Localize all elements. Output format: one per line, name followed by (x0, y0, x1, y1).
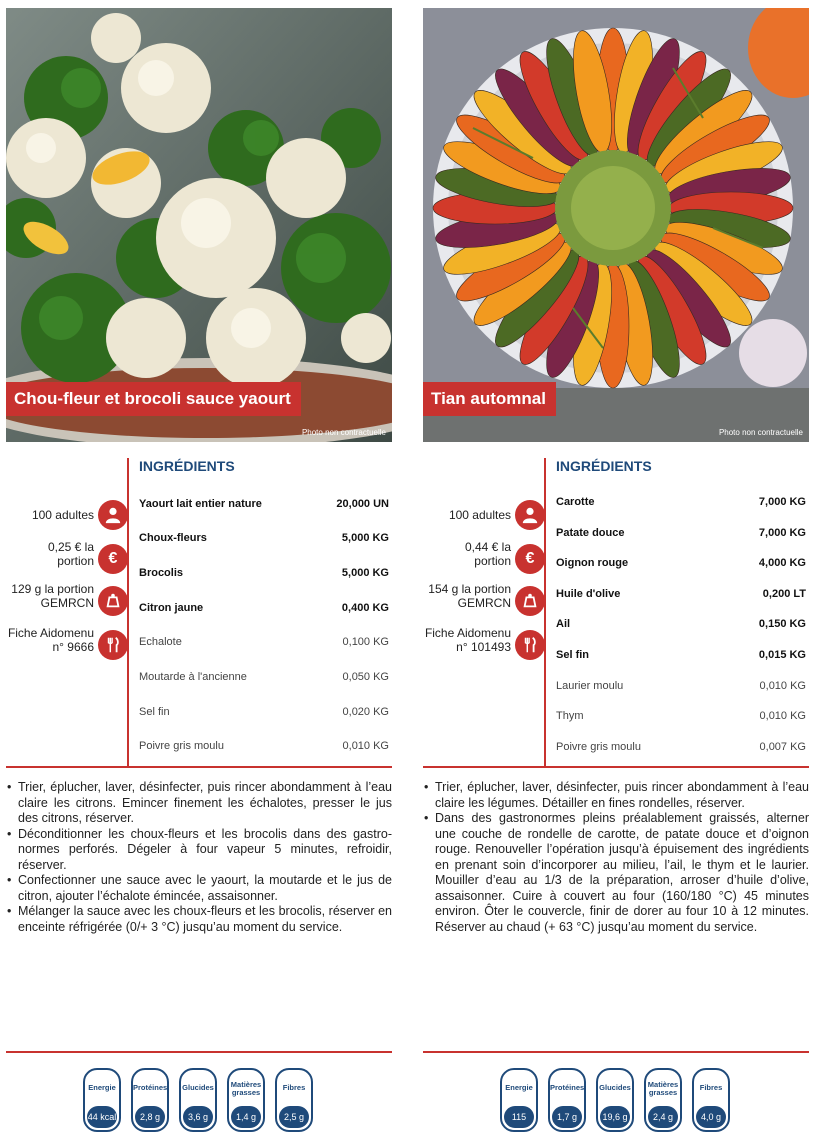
nutrition-value: 44 kcal (87, 1106, 117, 1128)
step-item: • Trier, éplucher, laver, désinfecter, puis rincer abondamment à l’eau claire les citrons. Emincer finement les échalotes, presser le jus des citrons, réserver. (6, 780, 392, 827)
nutrition-value: 2,5 g (279, 1106, 309, 1128)
nutrition-label: Fibres (282, 1083, 306, 1092)
step-item: • Déconditionner les choux-fleurs et les brocolis dans des gastro-normes perforés. Dégeler à four vapeur 5 minutes, refroidir, réserver. (6, 827, 392, 874)
ingredient-qty: 7,000 KG (758, 496, 806, 508)
cost-line2: portion (57, 554, 94, 568)
tian-vegetables-illustration (423, 8, 809, 442)
nutrition-label: Fibres (699, 1083, 723, 1092)
ingredient-name: Ail (556, 618, 571, 630)
sheet-line2: n° 9666 (52, 640, 94, 654)
portion-line2: GEMRCN (457, 596, 511, 610)
ingredient-row (139, 532, 389, 548)
ingredient-row (139, 636, 389, 652)
nutrition-value: 2,8 g (135, 1106, 165, 1128)
ingredient-name: Laurier moulu (556, 680, 624, 692)
ingredient-name: Citron jaune (139, 602, 204, 614)
servings-info (6, 496, 128, 536)
nutrition-value: 1,7 g (552, 1106, 582, 1128)
portion-line1: 154 g la portion (428, 582, 511, 596)
nutrition-fiber (692, 1068, 730, 1132)
ingredient-name: Oignon rouge (556, 557, 629, 569)
cost-info (423, 540, 545, 580)
cost-line1: 0,44 € la (464, 540, 511, 554)
fork-knife-icon (515, 630, 545, 660)
nutrition-fat (644, 1068, 682, 1132)
cost-info (6, 540, 128, 580)
ingredient-name: Moutarde à l'ancienne (139, 671, 247, 683)
ingredient-qty: 20,000 UN (336, 498, 389, 510)
ingredient-qty: 0,020 KG (342, 706, 389, 718)
section-divider (423, 1051, 809, 1053)
photo-disclaimer: Photo non contractuelle (718, 428, 803, 437)
nutrition-protein (131, 1068, 169, 1132)
ingredients-title: INGRÉDIENTS (556, 458, 652, 474)
euro-icon: € (515, 544, 545, 574)
ingredient-row (556, 588, 806, 604)
cost-line2: portion (474, 554, 511, 568)
person-icon (98, 500, 128, 530)
ingredient-name: Brocolis (139, 567, 184, 579)
step-item: • Dans des gastronormes pleins préalablement graissés, alterner une couche de rondelle de carotte, de patate douce et d’oignon rouge. Renouveller l’opération jusqu’à épuisement des ingrédients en prenant soin d’incorporer au milieu, l’ail, le thym et le laurier. Mouiller d’eau au 1/3 de la préparation, arroser d’huile d’olive, assaisonner. Cuire à couvert au four (160/180 °C) 45 minutes environ. Ôter le couvercle, finir de dorer au four 10 à 12 minutes. Réserver au chaud (+ 63 °C) jusqu’au moment du service. (423, 811, 809, 935)
ingredient-name: Sel fin (139, 706, 170, 718)
scale-icon (98, 586, 128, 616)
ingredient-name: Poivre gris moulu (556, 741, 641, 753)
sheet-line1: Fiche Aidomenu (7, 626, 94, 640)
portion-info (423, 582, 545, 622)
nutrition-energy (500, 1068, 538, 1141)
step-item: • Confectionner une sauce avec le yaourt, la moutarde et le jus de citron, ajouter l’échalote émincée, assaisonner. (6, 873, 392, 904)
ingredient-qty: 5,000 KG (341, 567, 389, 579)
portion-line2: GEMRCN (40, 596, 94, 610)
nutrition-carbs (596, 1068, 634, 1132)
ingredient-qty: 0,150 KG (758, 618, 806, 630)
nutrition-value: 1,4 g (231, 1106, 261, 1128)
ingredient-qty: 5,000 KG (341, 532, 389, 544)
nutrition-carbs (179, 1068, 217, 1132)
ingredients-panel (127, 458, 392, 768)
ingredient-qty: 0,200 LT (762, 588, 806, 600)
nutrition-label: Matières grasses (647, 1080, 679, 1097)
section-divider (6, 766, 392, 768)
ingredient-name: Choux-fleurs (139, 532, 207, 544)
ingredients-panel (544, 458, 809, 768)
nutrition-label: Glucides (182, 1083, 214, 1092)
recipe-sheet-info (423, 626, 545, 666)
nutrition-value: 115 kcal (504, 1106, 534, 1128)
photo-disclaimer: Photo non contractuelle (301, 428, 386, 437)
ingredient-name: Poivre gris moulu (139, 740, 224, 752)
nutrition-label: Protéines (550, 1083, 585, 1092)
section-divider (6, 1051, 392, 1053)
ingredient-qty: 0,010 KG (759, 680, 806, 692)
ingredient-qty: 0,010 KG (342, 740, 389, 752)
ingredient-row (556, 557, 806, 573)
ingredient-row (556, 649, 806, 665)
nutrition-value: 4,0 g (696, 1106, 726, 1128)
ingredient-qty: 0,400 KG (341, 602, 389, 614)
nutrition-fat (227, 1068, 265, 1132)
ingredients-title: INGRÉDIENTS (139, 458, 235, 474)
ingredient-row (139, 706, 389, 722)
ingredient-qty: 0,100 KG (342, 636, 389, 648)
nutrition-value: 19,6 g (600, 1106, 630, 1128)
nutrition-fiber (275, 1068, 313, 1132)
nutrition-energy (83, 1068, 121, 1132)
servings-text: 100 adultes (31, 508, 94, 522)
sheet-line1: Fiche Aidomenu (424, 626, 511, 640)
nutrition-label: Energie (88, 1083, 116, 1092)
ingredient-qty: 0,010 KG (759, 710, 806, 722)
servings-text: 100 adultes (448, 508, 511, 522)
preparation-steps (423, 780, 809, 935)
ingredient-row (139, 602, 389, 618)
portion-info (6, 582, 128, 622)
ingredient-qty: 7,000 KG (758, 527, 806, 539)
cost-line1: 0,25 € la (47, 540, 94, 554)
person-icon (515, 500, 545, 530)
servings-info (423, 496, 545, 536)
ingredient-qty: 4,000 KG (758, 557, 806, 569)
fork-knife-icon (98, 630, 128, 660)
nutrition-label: Glucides (599, 1083, 631, 1092)
ingredient-name: Yaourt lait entier nature (139, 498, 262, 510)
ingredient-qty: 0,050 KG (342, 671, 389, 683)
ingredient-name: Huile d'olive (556, 588, 621, 600)
step-item: • Mélanger la sauce avec les choux-fleurs et les brocolis, réserver en enceinte réfrigérée (0/+ 3 °C) jusqu’au moment du service. (6, 904, 392, 935)
nutrition-value: 3,6 g (183, 1106, 213, 1128)
ingredient-row (556, 680, 806, 696)
ingredient-row (556, 618, 806, 634)
nutrition-label: Matières grasses (230, 1080, 262, 1097)
ingredient-row (556, 496, 806, 512)
sheet-line2: n° 101493 (456, 640, 511, 654)
euro-icon: € (98, 544, 128, 574)
nutrition-badges (6, 1068, 392, 1132)
ingredient-name: Patate douce (556, 527, 625, 539)
ingredient-row (139, 498, 389, 514)
cauliflower-broccoli-illustration (6, 8, 392, 442)
ingredient-row (139, 671, 389, 687)
nutrition-value: 2,4 g (648, 1106, 678, 1128)
recipe-card-cauliflower (6, 8, 392, 1138)
ingredient-name: Carotte (556, 496, 595, 508)
portion-line1: 129 g la portion (11, 582, 94, 596)
recipe-title: Tian automnal (423, 382, 556, 416)
ingredient-row (139, 740, 389, 756)
ingredient-row (556, 527, 806, 543)
ingredient-qty: 0,015 KG (758, 649, 806, 661)
step-item: • Trier, éplucher, laver, désinfecter, puis rincer abondamment à l’eau claire les légumes. Détailler en fines rondelles, réserver. (423, 780, 809, 811)
ingredient-qty: 0,007 KG (759, 741, 806, 753)
ingredient-row (556, 741, 806, 757)
ingredient-row (556, 710, 806, 726)
nutrition-label: Energie (505, 1083, 533, 1092)
ingredient-name: Thym (556, 710, 584, 722)
recipe-sheet-info (6, 626, 128, 666)
nutrition-badges (423, 1068, 809, 1141)
ingredient-row (139, 567, 389, 583)
recipe-photo-cauliflower (6, 8, 392, 442)
ingredient-name: Echalote (139, 636, 182, 648)
nutrition-label: Protéines (133, 1083, 168, 1092)
recipe-card-tian (423, 8, 809, 1141)
recipe-title: Chou-fleur et brocoli sauce yaourt (6, 382, 301, 416)
recipe-photo-tian (423, 8, 809, 442)
nutrition-protein (548, 1068, 586, 1132)
preparation-steps (6, 780, 392, 935)
scale-icon (515, 586, 545, 616)
ingredient-name: Sel fin (556, 649, 590, 661)
section-divider (423, 766, 809, 768)
